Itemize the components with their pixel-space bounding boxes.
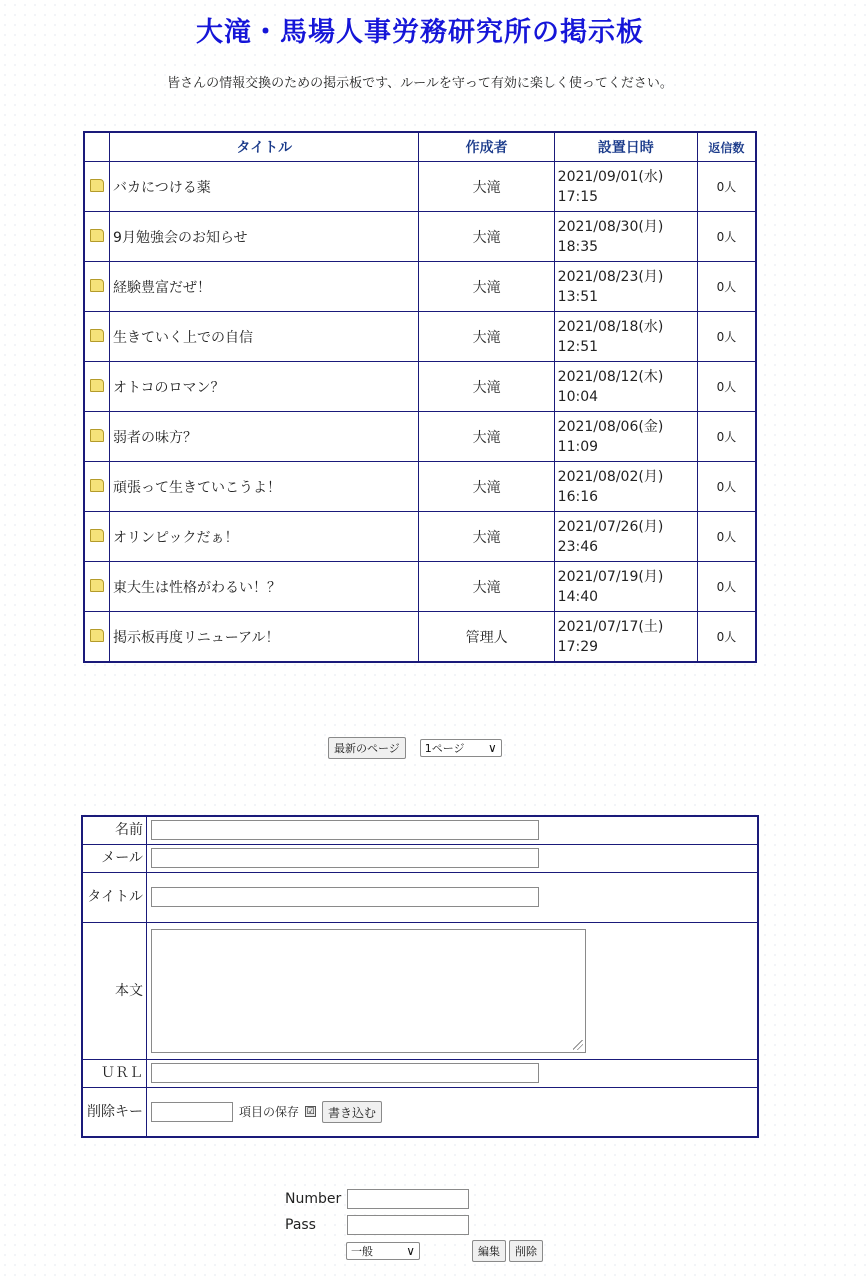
thread-date-cell xyxy=(554,212,697,262)
thread-author: 大滝 xyxy=(419,212,554,262)
title-header: タイトル xyxy=(110,132,419,162)
thread-title-link[interactable]: オリンピックだぁ！ xyxy=(113,529,239,546)
thread-date-cell xyxy=(554,312,697,362)
thread-row xyxy=(84,162,756,212)
page-select[interactable] xyxy=(420,739,502,757)
thread-time: 13:51 xyxy=(557,288,599,305)
body-label: 本文 xyxy=(82,922,147,1059)
number-label: Number xyxy=(285,1191,342,1207)
mode-select-value: 一般 xyxy=(351,1245,373,1258)
thread-row xyxy=(84,312,756,362)
thread-time: 18:35 xyxy=(557,238,599,255)
thread-date: 2021/08/23(月) xyxy=(557,268,664,285)
thread-date: 2021/08/06(金) xyxy=(557,418,664,435)
pass-input[interactable] xyxy=(347,1215,469,1235)
body-textarea[interactable] xyxy=(151,929,586,1053)
latest-page-button[interactable]: 最新のページ xyxy=(328,737,406,759)
thread-title-link[interactable]: オトコのロマン？ xyxy=(113,379,225,396)
post-form xyxy=(81,815,759,1138)
thread-date: 2021/07/19(月) xyxy=(557,568,664,585)
thread-date: 2021/08/18(水) xyxy=(557,318,664,335)
thread-time: 23:46 xyxy=(557,538,599,555)
mail-label: メール xyxy=(82,844,147,872)
thread-title-cell xyxy=(110,362,419,412)
url-input[interactable] xyxy=(151,1063,539,1083)
thread-title-cell xyxy=(110,462,419,512)
thread-row xyxy=(84,212,756,262)
memo-icon-cell xyxy=(84,362,110,412)
thread-time: 17:29 xyxy=(557,638,599,655)
title-label: タイトル xyxy=(82,872,147,922)
delkey-row xyxy=(151,1101,757,1123)
name-label: 名前 xyxy=(82,816,147,844)
page-select-value: 1ページ xyxy=(424,742,465,755)
thread-author: 大滝 xyxy=(419,162,554,212)
memo-icon-cell xyxy=(84,212,110,262)
thread-title-link[interactable]: 東大生は性格がわるい！？ xyxy=(113,579,282,596)
memo-icon xyxy=(90,279,104,292)
url-label: ＵＲＬ xyxy=(82,1059,147,1087)
paging-bar xyxy=(328,737,502,759)
thread-replies: 0人 xyxy=(697,312,756,362)
memo-icon xyxy=(90,579,104,592)
thread-title-cell xyxy=(110,512,419,562)
icon-header xyxy=(84,132,110,162)
thread-replies: 0人 xyxy=(697,412,756,462)
thread-date-cell xyxy=(554,462,697,512)
thread-title-cell xyxy=(110,312,419,362)
thread-title-link[interactable]: 9月勉強会のお知らせ xyxy=(113,229,248,246)
thread-row xyxy=(84,612,756,663)
memo-icon xyxy=(90,229,104,242)
intro-text: 皆さんの情報交換のための掲示板です、ルールを守って有効に楽しく使ってください。 xyxy=(167,76,673,91)
thread-row xyxy=(84,412,756,462)
page-title: 大滝・馬場人事労務研究所の掲示板 xyxy=(196,17,644,48)
thread-author: 大滝 xyxy=(419,312,554,362)
thread-author: 大滝 xyxy=(419,362,554,412)
save-items-label: 項目の保存 xyxy=(239,1105,300,1120)
memo-icon xyxy=(90,529,104,542)
thread-date: 2021/07/26(月) xyxy=(557,518,664,535)
thread-header-row xyxy=(84,132,756,162)
memo-icon-cell xyxy=(84,262,110,312)
memo-icon-cell xyxy=(84,312,110,362)
thread-author: 大滝 xyxy=(419,262,554,312)
thread-replies: 0人 xyxy=(697,612,756,663)
memo-icon-cell xyxy=(84,462,110,512)
thread-date-cell xyxy=(554,162,697,212)
memo-icon-cell xyxy=(84,512,110,562)
delkey-input[interactable] xyxy=(151,1102,233,1122)
thread-title-cell xyxy=(110,612,419,663)
thread-replies: 0人 xyxy=(697,562,756,612)
thread-title-link[interactable]: 頑張って生きていこうよ！ xyxy=(113,479,282,496)
thread-replies: 0人 xyxy=(697,212,756,262)
thread-author: 大滝 xyxy=(419,462,554,512)
memo-icon xyxy=(90,329,104,342)
thread-date-cell xyxy=(554,562,697,612)
thread-replies: 0人 xyxy=(697,262,756,312)
thread-date-cell xyxy=(554,262,697,312)
thread-date-cell xyxy=(554,362,697,412)
thread-time: 11:09 xyxy=(557,438,599,455)
thread-date: 2021/08/30(月) xyxy=(557,218,664,235)
mail-input[interactable] xyxy=(151,848,539,868)
thread-title-cell xyxy=(110,412,419,462)
thread-time: 16:16 xyxy=(557,488,599,505)
save-items-checkbox[interactable]: ☑ xyxy=(306,1107,315,1118)
thread-date-cell xyxy=(554,612,697,663)
thread-author: 大滝 xyxy=(419,512,554,562)
delete-button[interactable]: 削除 xyxy=(509,1240,543,1262)
submit-button[interactable]: 書き込む xyxy=(322,1101,382,1123)
thread-row xyxy=(84,262,756,312)
thread-time: 12:51 xyxy=(557,338,599,355)
thread-time: 17:15 xyxy=(557,188,599,205)
memo-icon xyxy=(90,479,104,492)
edit-button[interactable]: 編集 xyxy=(472,1240,506,1262)
memo-icon-cell xyxy=(84,612,110,663)
memo-icon xyxy=(90,429,104,442)
thread-author: 管理人 xyxy=(419,612,554,663)
thread-title-link[interactable]: 弱者の味方？ xyxy=(113,429,198,446)
mode-select[interactable] xyxy=(346,1242,420,1260)
chevron-down-icon: ∨ xyxy=(487,741,497,755)
memo-icon xyxy=(90,629,104,642)
thread-table xyxy=(83,131,757,663)
thread-title-link[interactable]: バカにつける薬 xyxy=(113,179,211,196)
thread-replies: 0人 xyxy=(697,162,756,212)
memo-icon xyxy=(90,179,104,192)
thread-time: 14:40 xyxy=(557,588,599,605)
thread-replies: 0人 xyxy=(697,362,756,412)
thread-title-link[interactable]: 掲示板再度リニューアル！ xyxy=(113,629,280,646)
thread-time: 10:04 xyxy=(557,388,599,405)
memo-icon-cell xyxy=(84,562,110,612)
delkey-label: 削除キー xyxy=(82,1087,147,1137)
thread-row xyxy=(84,462,756,512)
thread-title-cell xyxy=(110,212,419,262)
thread-title-link[interactable]: 経験豊富だぜ！ xyxy=(113,279,212,296)
thread-replies: 0人 xyxy=(697,512,756,562)
thread-title-cell xyxy=(110,262,419,312)
thread-date: 2021/08/12(木) xyxy=(557,368,664,385)
thread-date-cell xyxy=(554,512,697,562)
thread-row xyxy=(84,562,756,612)
name-input[interactable] xyxy=(151,820,539,840)
number-input[interactable] xyxy=(347,1189,469,1209)
title-input[interactable] xyxy=(151,887,539,907)
thread-row xyxy=(84,362,756,412)
thread-date-cell xyxy=(554,412,697,462)
thread-author: 大滝 xyxy=(419,562,554,612)
chevron-down-icon: ∨ xyxy=(406,1244,415,1258)
memo-icon-cell xyxy=(84,412,110,462)
memo-icon-cell xyxy=(84,162,110,212)
thread-title-link[interactable]: 生きていく上での自信 xyxy=(113,329,254,346)
thread-title-cell xyxy=(110,562,419,612)
author-header: 作成者 xyxy=(419,132,554,162)
thread-row xyxy=(84,512,756,562)
thread-date: 2021/09/01(水) xyxy=(557,168,664,185)
date-header: 設置日時 xyxy=(554,132,697,162)
replies-header: 返信数 xyxy=(697,132,756,162)
memo-icon xyxy=(90,379,104,392)
thread-replies: 0人 xyxy=(697,462,756,512)
thread-date: 2021/07/17(土) xyxy=(557,618,664,635)
pass-label: Pass xyxy=(285,1217,316,1233)
thread-author: 大滝 xyxy=(419,412,554,462)
resize-grip-icon[interactable] xyxy=(573,1040,583,1050)
thread-date: 2021/08/02(月) xyxy=(557,468,664,485)
thread-title-cell xyxy=(110,162,419,212)
